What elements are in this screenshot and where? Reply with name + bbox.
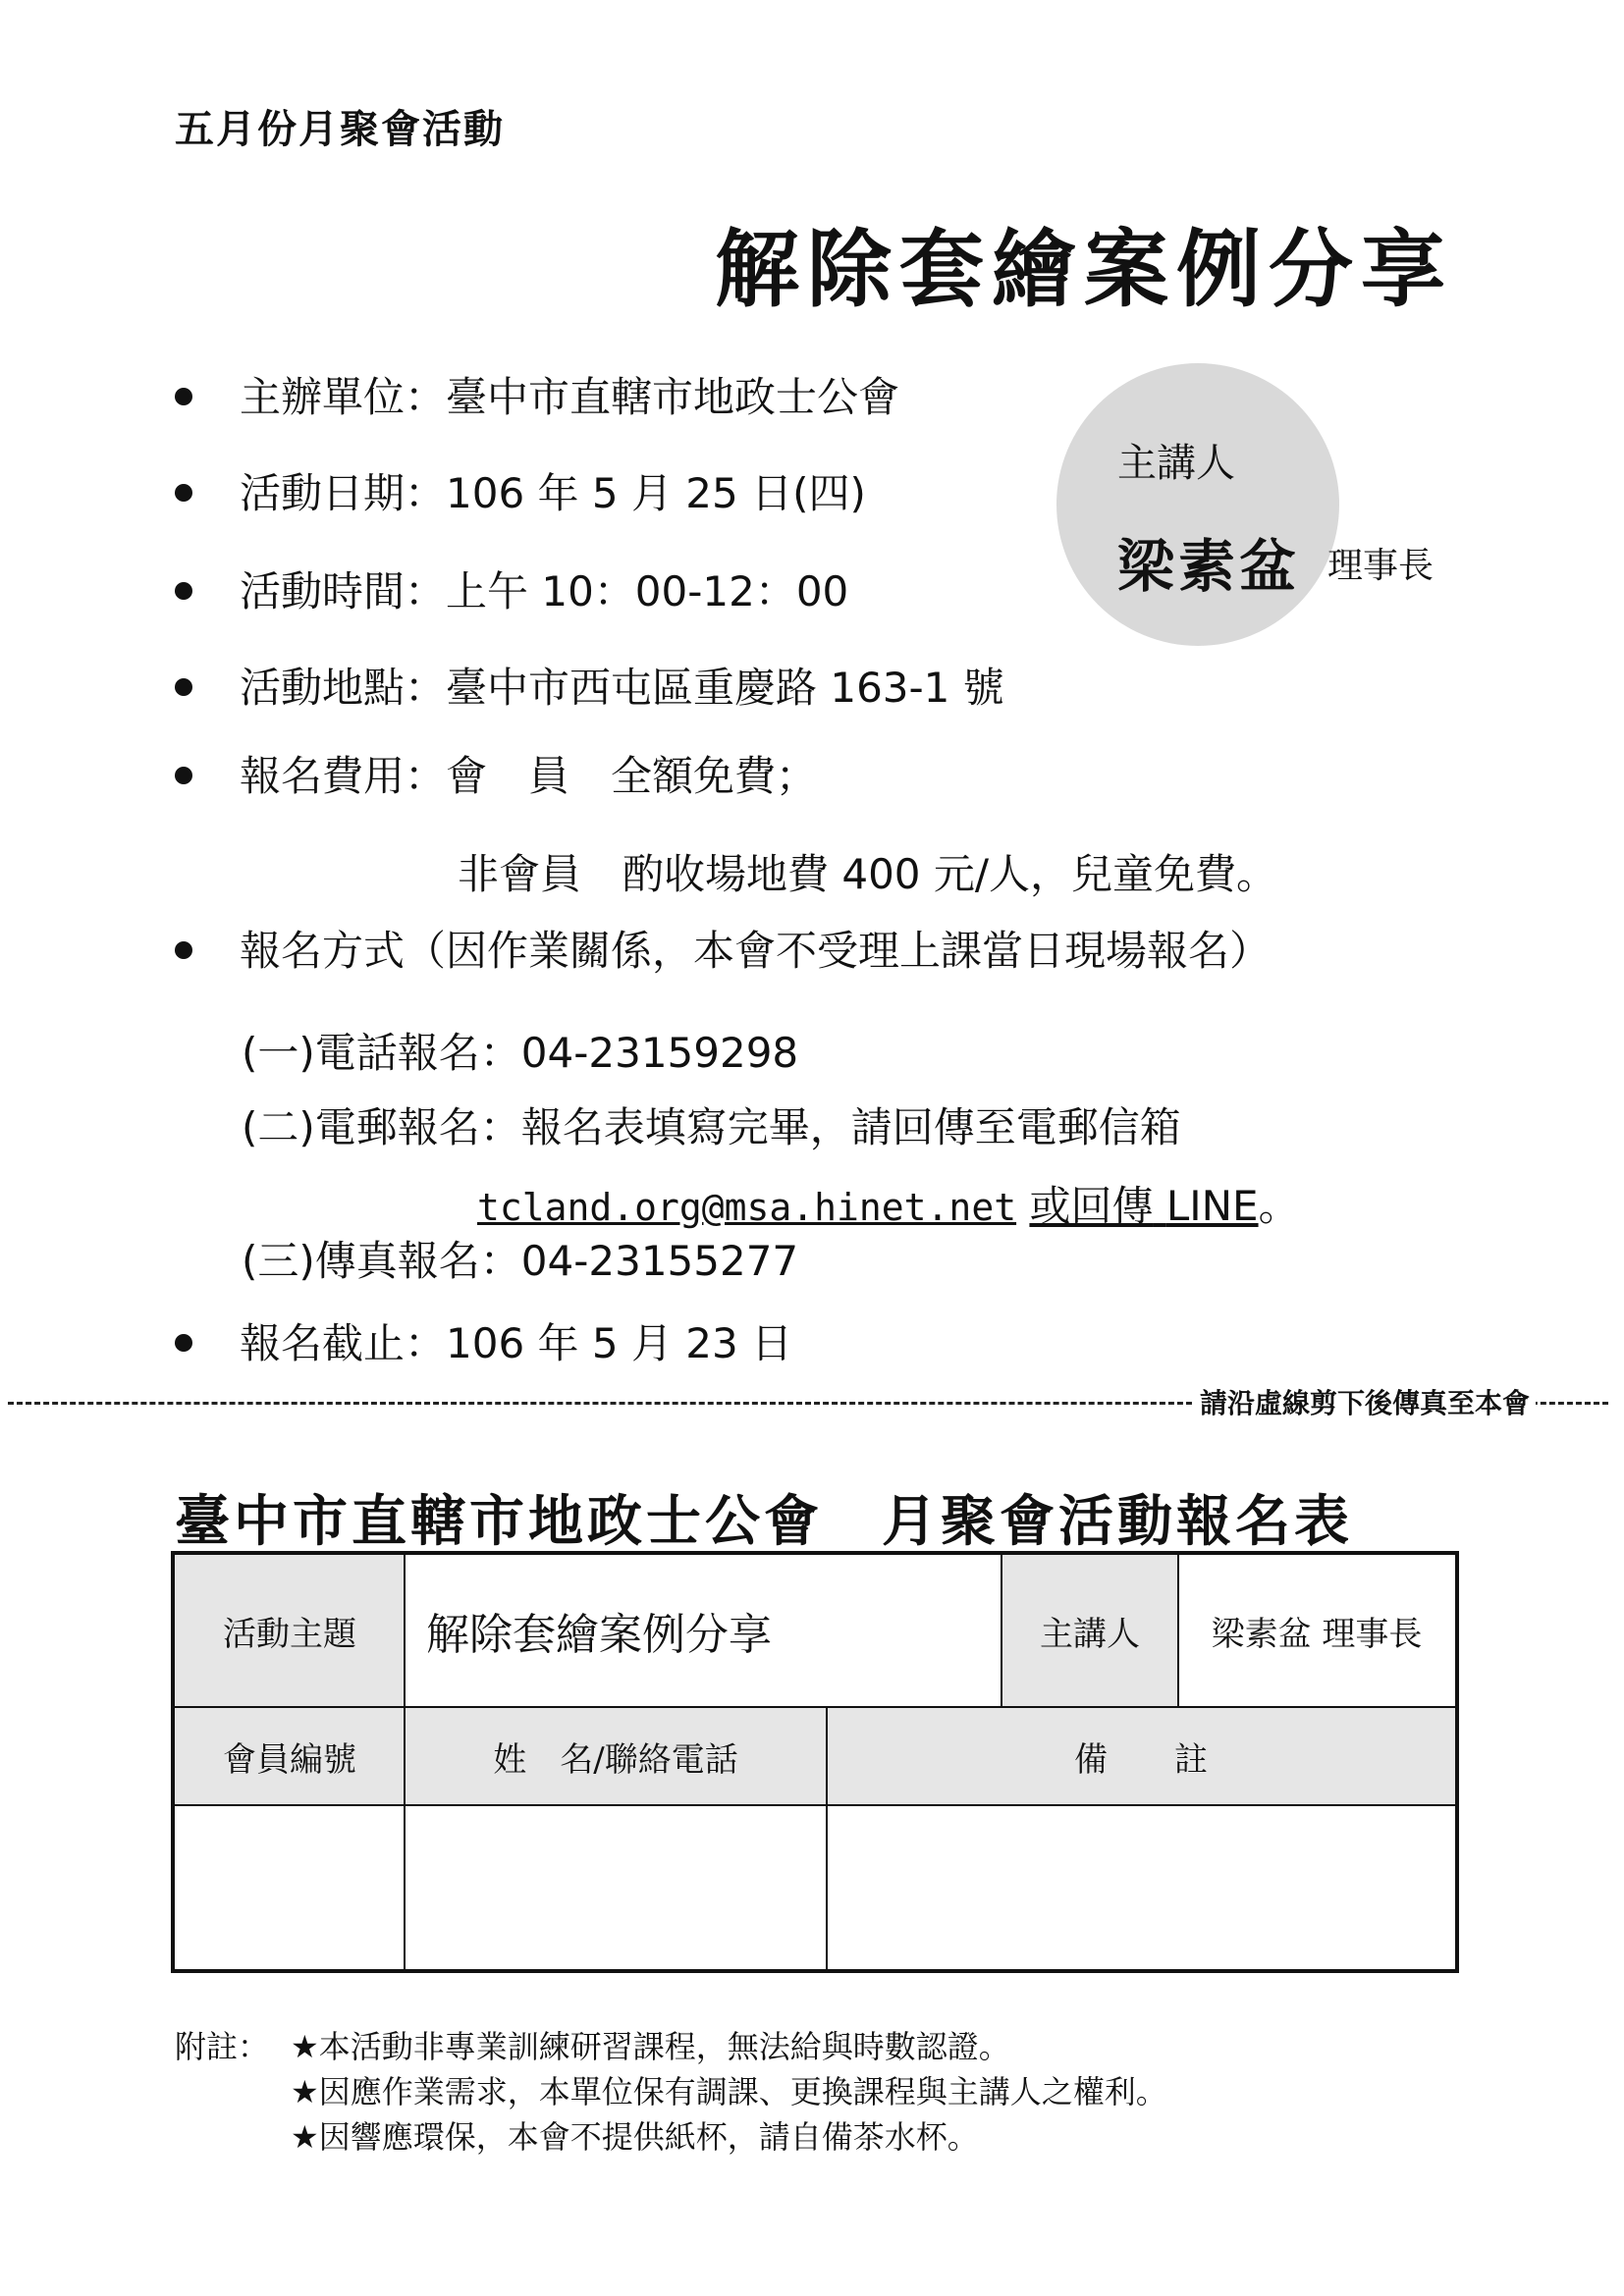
remarks-input[interactable] [827, 1806, 1455, 1969]
registration-table [171, 1551, 1459, 1973]
topic-value-cell: 解除套繪案例分享 [426, 1610, 772, 1660]
method-email-address-line [477, 1174, 1300, 1233]
detail-fee-nonmember: 非會員 酌收場地費 400 元/人，兒童免費。 [458, 850, 1278, 898]
bullet-icon [175, 484, 192, 502]
speaker-title: 理事長 [1327, 546, 1435, 586]
detail-fee [175, 744, 817, 803]
detail-time [175, 560, 848, 618]
table-divider [404, 1555, 406, 1969]
method-phone: (一)電話報名：04-23159298 [242, 1029, 799, 1077]
email-period: 。 [1258, 1182, 1300, 1230]
email-or-text: 或回傳 [1029, 1182, 1154, 1230]
speaker-badge [1056, 363, 1339, 646]
bullet-icon [175, 678, 192, 696]
detail-organizer-text: 主辦單位：臺中市直轄市地政士公會 [240, 373, 900, 421]
speaker-label: 主講人 [1117, 441, 1235, 486]
bullet-icon [175, 767, 192, 784]
email-link[interactable]: tcland.org@msa.hinet.net [477, 1186, 1017, 1229]
detail-fee-text: 報名費用：會 員 全額免費； [240, 752, 818, 800]
detail-deadline [175, 1311, 792, 1370]
detail-method-text: 報名方式（因作業關係，本會不受理上課當日現場報名） [240, 927, 1272, 975]
form-title: 臺中市直轄市地政士公會 月聚會活動報名表 [175, 1489, 1353, 1554]
topic-label-cell: 活動主題 [175, 1555, 405, 1706]
method-fax: (三)傳真報名：04-23155277 [242, 1237, 799, 1285]
detail-date-text: 活動日期：106 年 5 月 25 日(四) [240, 469, 866, 517]
remarks-header: 備 註 [827, 1708, 1455, 1804]
email-or-line-text [1029, 1182, 1258, 1230]
detail-time-text: 活動時間：上午 10：00-12：00 [240, 567, 849, 615]
table-divider [1001, 1555, 1002, 1706]
member-no-input[interactable] [175, 1806, 405, 1969]
footnote-item: ★本活動非專業訓練研習課程，無法給與時數認證。 [291, 2028, 1010, 2065]
speaker-value-cell: 梁素盆 理事長 [1211, 1614, 1423, 1654]
footnote-item: ★因應作業需求，本單位保有調課、更換課程與主講人之權利。 [291, 2073, 1167, 2110]
detail-location-text: 活動地點：臺中市西屯區重慶路 163-1 號 [240, 664, 1004, 712]
detail-location [175, 656, 1004, 715]
bullet-icon [175, 388, 192, 405]
name-phone-input[interactable] [405, 1806, 827, 1969]
speaker-label-cell: 主講人 [1001, 1555, 1178, 1706]
table-divider [1177, 1555, 1179, 1706]
bullet-icon [175, 582, 192, 600]
footnote-label: 附註： [175, 2028, 270, 2065]
line-text: LINE [1165, 1182, 1259, 1230]
cut-note: 請沿虛線剪下後傳真至本會 [1194, 1382, 1536, 1421]
event-subtitle: 五月份月聚會活動 [175, 107, 505, 152]
detail-organizer [175, 365, 899, 424]
table-divider [175, 1804, 1455, 1806]
bullet-icon [175, 941, 192, 959]
page-title: 解除套繪案例分享 [715, 221, 1453, 319]
detail-date [175, 461, 866, 520]
bullet-icon [175, 1334, 192, 1352]
detail-deadline-text: 報名截止：106 年 5 月 23 日 [240, 1319, 793, 1367]
detail-method [175, 919, 1271, 978]
table-divider [175, 1706, 1455, 1708]
name-phone-header: 姓 名/聯絡電話 [405, 1708, 827, 1804]
member-no-header: 會員編號 [175, 1708, 405, 1804]
table-divider [826, 1706, 828, 1969]
method-email: (二)電郵報名：報名表填寫完畢，請回傳至電郵信箱 [242, 1103, 1181, 1151]
footnote-item: ★因響應環保，本會不提供紙杯，請自備茶水杯。 [291, 2118, 979, 2156]
speaker-name: 梁素盆 [1117, 533, 1301, 600]
